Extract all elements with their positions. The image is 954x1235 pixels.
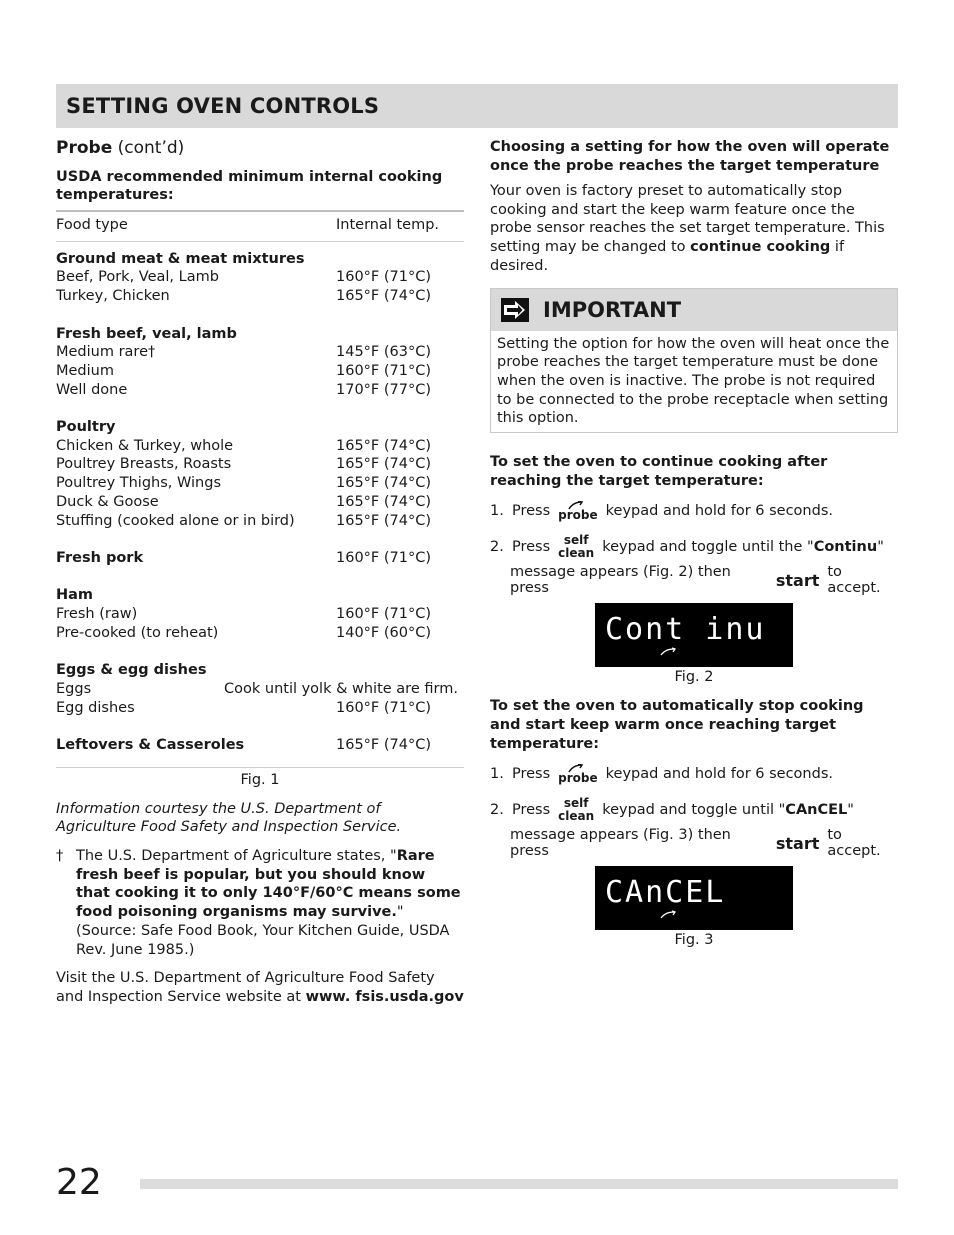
food-cell: Beef, Pork, Veal, Lamb bbox=[56, 269, 219, 286]
website-link[interactable]: www. fsis.usda.gov bbox=[305, 988, 464, 1005]
food-cell: Egg dishes bbox=[56, 699, 135, 716]
step-rest: keypad and hold for 6 seconds. bbox=[605, 503, 833, 520]
continue-heading: To set the oven to continue cooking after reaching the target temperature: bbox=[490, 454, 828, 490]
table-header-row bbox=[56, 216, 464, 235]
temp-cell: 160°F (71°C) bbox=[336, 549, 432, 566]
food-cell: Medium rare† bbox=[56, 344, 156, 361]
step-rest-text: keypad and toggle until the " bbox=[602, 539, 814, 556]
step-rest-text: keypad and toggle until " bbox=[602, 802, 786, 819]
table-row bbox=[56, 437, 464, 456]
table-row bbox=[56, 680, 464, 699]
continue-step-1 bbox=[490, 493, 898, 529]
probe-tick-icon bbox=[568, 764, 584, 773]
table-row bbox=[56, 736, 464, 755]
important-body: Setting the option for how the oven will heat once the probe reaches the target temperature must be done when the oven is inactive. The probe is not required to be connected to the probe receptacle when setting this option. bbox=[497, 335, 890, 427]
footnote-text bbox=[76, 847, 464, 959]
food-cell: Poultrey Breasts, Roasts bbox=[56, 456, 232, 473]
footer-bar bbox=[140, 1179, 898, 1189]
dagger-footnote bbox=[56, 847, 464, 959]
step-rest: keypad and hold for 6 seconds. bbox=[605, 766, 833, 783]
temp-cell: 165°F (74°C) bbox=[336, 475, 432, 492]
display-readout: CAnCEL bbox=[605, 875, 726, 911]
food-cell: Duck & Goose bbox=[56, 493, 159, 510]
table-header-rule bbox=[56, 241, 464, 242]
table-row bbox=[56, 493, 464, 512]
keypad-top-label: self bbox=[563, 533, 589, 548]
probe-heading-rest: (cont’d) bbox=[112, 138, 185, 158]
table-row bbox=[56, 455, 464, 474]
self-clean-keypad bbox=[558, 797, 594, 823]
temp-cell: 160°F (71°C) bbox=[336, 606, 432, 622]
food-cell: Fresh (raw) bbox=[56, 606, 138, 622]
step-press: Press bbox=[512, 503, 551, 520]
step-number: 1. bbox=[490, 503, 504, 520]
step-quote: " bbox=[847, 802, 854, 819]
probe-heading-bold: Probe bbox=[56, 138, 113, 158]
temp-cell: 160°F (71°C) bbox=[336, 699, 432, 716]
choosing-heading: Choosing a setting for how the oven will operate once the probe reaches the target temperature bbox=[490, 139, 890, 174]
temp-cell: 160°F (71°C) bbox=[336, 362, 432, 379]
temp-cell: Cook until yolk & white are firm. bbox=[224, 680, 458, 697]
food-cell: Poultrey Thighs, Wings bbox=[56, 475, 221, 492]
fig3-caption: Fig. 3 bbox=[674, 932, 714, 949]
temp-cell: 165°F (74°C) bbox=[336, 736, 432, 753]
footnote-pre: The U.S. Department of Agriculture states, " bbox=[76, 848, 397, 864]
group-title: Ground meat & meat mixtures bbox=[56, 250, 305, 267]
cancel-heading: To set the oven to automatically stop cooking and start keep warm once reaching target temperature: bbox=[490, 698, 864, 753]
important-box bbox=[490, 288, 898, 434]
temp-cell: 165°F (74°C) bbox=[336, 493, 432, 510]
food-cell: Turkey, Chicken bbox=[56, 288, 170, 305]
table-row bbox=[56, 699, 464, 718]
cancel-message-line bbox=[510, 828, 898, 858]
probe-key-label: probe bbox=[558, 507, 598, 522]
page-number: 22 bbox=[56, 1162, 102, 1203]
food-cell: Well done bbox=[56, 381, 128, 398]
probe-heading bbox=[56, 138, 464, 158]
table-row bbox=[56, 268, 464, 287]
continue-message-line bbox=[510, 565, 898, 595]
table-row bbox=[56, 549, 464, 568]
step-press: Press bbox=[512, 539, 551, 556]
group-title: Fresh beef, veal, lamb bbox=[56, 325, 237, 342]
probe-indicator-icon bbox=[661, 648, 675, 655]
visit-text: Visit the U.S. Department of Agriculture Food Safety and Inspection Service website at bbox=[56, 970, 435, 1005]
temp-cell: 170°F (77°C) bbox=[336, 381, 432, 398]
keypad-top-label: self bbox=[563, 796, 589, 811]
step-number: 2. bbox=[490, 539, 504, 556]
step-rest bbox=[602, 539, 884, 555]
important-header bbox=[491, 289, 897, 331]
cancel-step-2 bbox=[490, 792, 898, 828]
preset-end: if desired. bbox=[490, 239, 845, 274]
probe-keypad bbox=[558, 764, 597, 785]
preset-bold: continue cooking bbox=[690, 239, 831, 256]
start-keypad: start bbox=[775, 833, 820, 853]
preset-text: Your oven is factory preset to automatically stop cooking and start the keep warm feature once the probe sensor reaches the set target temperature. This setting may be changed to bbox=[490, 183, 885, 256]
table-row bbox=[56, 605, 464, 624]
temp-cell: 160°F (71°C) bbox=[336, 269, 432, 286]
message-post: to accept. bbox=[827, 564, 881, 597]
temp-cell: 165°F (74°C) bbox=[336, 512, 432, 529]
table-bottom-rule bbox=[56, 767, 464, 768]
usda-heading: USDA recommended minimum internal cooking temperatures: bbox=[56, 169, 443, 203]
step-rest bbox=[602, 802, 854, 818]
temp-cell: 140°F (60°C) bbox=[336, 624, 432, 641]
table-row bbox=[56, 287, 464, 306]
step-message: CAnCEL bbox=[785, 802, 848, 819]
food-cell: Pre-cooked (to reheat) bbox=[56, 624, 219, 641]
dagger-mark: † bbox=[56, 848, 64, 864]
keypad-bottom-label: clean bbox=[558, 809, 595, 824]
step-number: 2. bbox=[490, 802, 504, 819]
food-cell: Eggs bbox=[56, 680, 92, 697]
table-row bbox=[56, 474, 464, 493]
group-title: Eggs & egg dishes bbox=[56, 662, 207, 679]
probe-tick-icon bbox=[568, 501, 584, 510]
group-title: Fresh pork bbox=[56, 549, 144, 566]
step-number: 1. bbox=[490, 766, 504, 783]
group-title: Leftovers & Casseroles bbox=[56, 736, 245, 753]
section-header-bar bbox=[56, 84, 898, 128]
keypad-bottom-label: clean bbox=[558, 546, 595, 561]
step-press: Press bbox=[512, 802, 551, 819]
temp-cell: 165°F (74°C) bbox=[336, 456, 432, 473]
step-press: Press bbox=[512, 766, 551, 783]
temp-cell: 165°F (74°C) bbox=[336, 437, 432, 454]
temp-cell: 165°F (74°C) bbox=[336, 288, 432, 305]
section-title: SETTING OVEN CONTROLS bbox=[66, 94, 380, 118]
probe-indicator-icon bbox=[661, 911, 675, 918]
step-message: Continu bbox=[813, 539, 878, 556]
fig1-caption: Fig. 1 bbox=[240, 771, 280, 788]
table-row bbox=[56, 362, 464, 381]
group-title: Ham bbox=[56, 587, 94, 604]
left-column bbox=[56, 136, 464, 1007]
fig3-display bbox=[595, 866, 793, 930]
table-row bbox=[56, 624, 464, 643]
probe-key-label: probe bbox=[558, 770, 598, 785]
temperature-table bbox=[56, 212, 464, 755]
probe-keypad bbox=[558, 501, 597, 522]
table-row bbox=[56, 512, 464, 531]
cancel-step-1 bbox=[490, 756, 898, 792]
visit-paragraph bbox=[56, 969, 464, 1006]
important-title: IMPORTANT bbox=[543, 297, 682, 322]
food-cell: Chicken & Turkey, whole bbox=[56, 437, 234, 454]
fig2-display bbox=[595, 603, 793, 667]
food-cell: Stuffing (cooked alone or in bird) bbox=[56, 512, 295, 529]
message-pre: message appears (Fig. 2) then press bbox=[510, 564, 731, 597]
self-clean-keypad bbox=[558, 534, 594, 560]
group-title: Poultry bbox=[56, 419, 116, 435]
col-internal-temp: Internal temp. bbox=[336, 217, 440, 233]
table-row bbox=[56, 381, 464, 400]
step-quote: " bbox=[877, 539, 884, 556]
temp-cell: 145°F (63°C) bbox=[336, 344, 432, 361]
arrow-right-icon bbox=[501, 298, 529, 322]
fig2-caption: Fig. 2 bbox=[674, 669, 714, 686]
footnote-bold: Rare fresh beef is popular, but you should know that cooking it to only 140°F/60°C means some food poisoning organisms may survive. bbox=[76, 848, 461, 921]
right-column bbox=[490, 136, 898, 948]
continue-step-2 bbox=[490, 529, 898, 565]
start-keypad: start bbox=[775, 570, 820, 590]
message-pre: message appears (Fig. 3) then press bbox=[510, 827, 731, 860]
courtesy-note: Information courtesy the U.S. Department of Agriculture Food Safety and Inspection Service. bbox=[56, 800, 402, 836]
col-food-type: Food type bbox=[56, 217, 128, 233]
food-cell: Medium bbox=[56, 362, 114, 379]
preset-paragraph bbox=[490, 182, 898, 276]
message-post: to accept. bbox=[827, 827, 881, 860]
display-readout: Cont inu bbox=[605, 612, 766, 648]
table-row bbox=[56, 343, 464, 362]
footnote-post: " (Source: Safe Food Book, Your Kitchen Guide, USDA Rev. June 1985.) bbox=[76, 904, 450, 958]
